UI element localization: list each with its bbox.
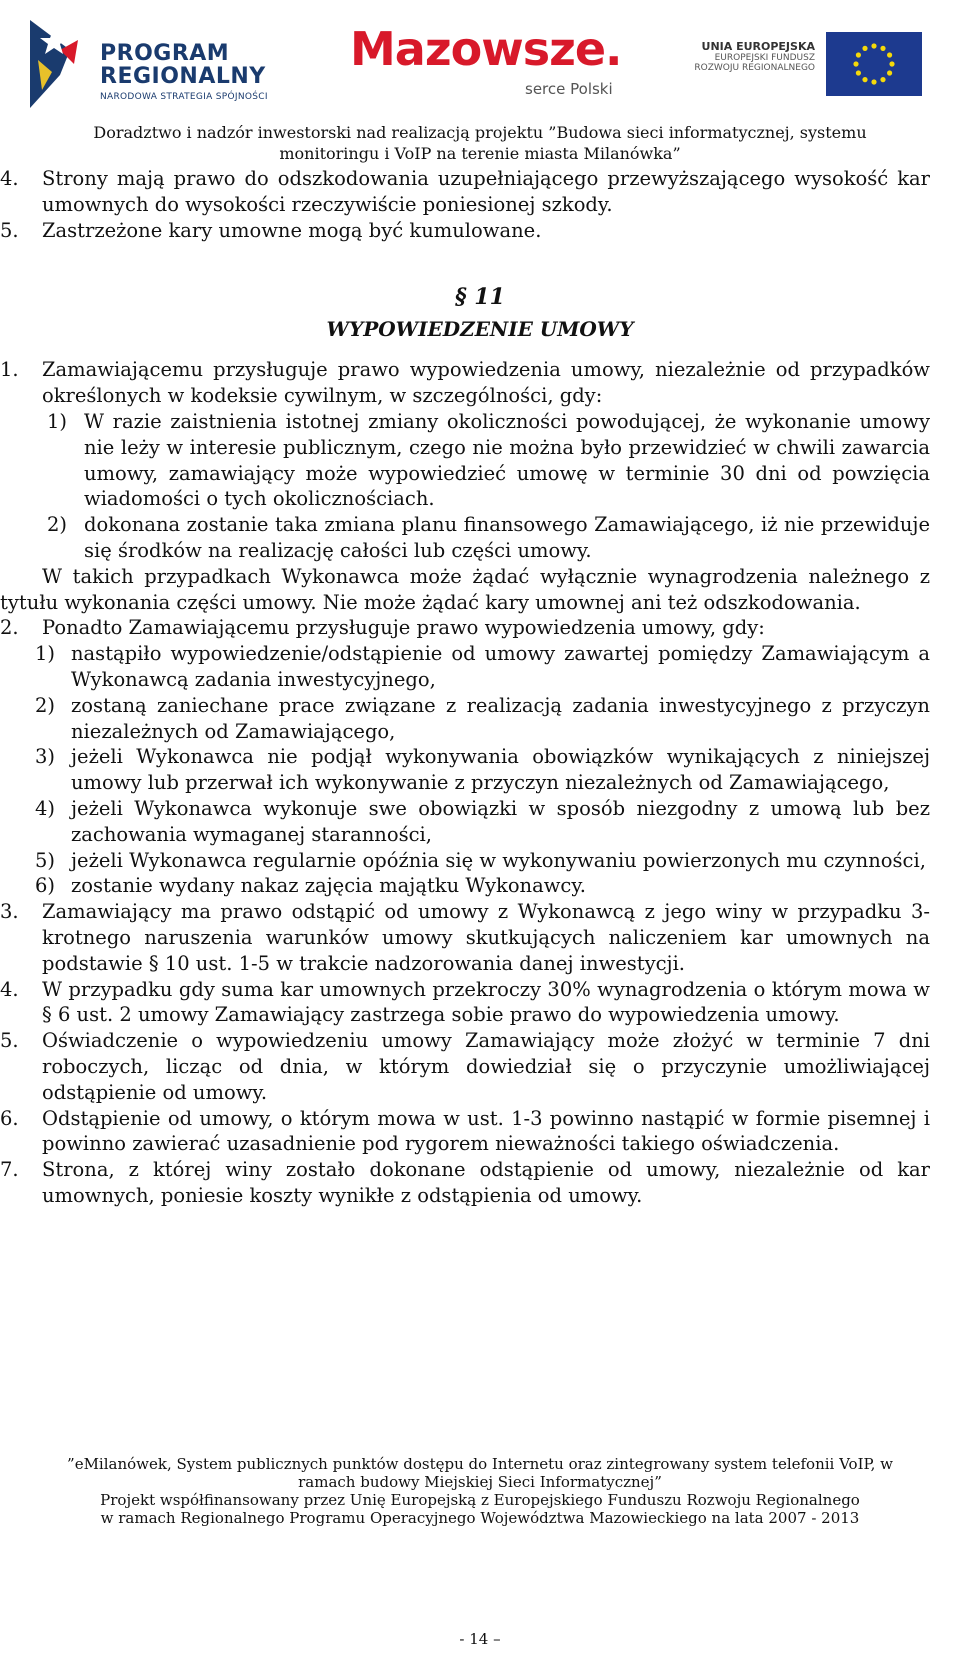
footer-line-3: Projekt współfinansowany przez Unię Europejską z Europejskiego Funduszu Rozwoju Regionalnego (100, 1491, 860, 1509)
eu-fund-line2: ROZWOJU REGIONALNEGO (694, 63, 815, 73)
eu-flag-icon (826, 32, 922, 96)
sub-item-text: nastąpiło wypowiedzenie/odstąpienie od umowy zawartej pomiędzy Zamawiającym a Wykonawcą zadania inwestycyjnego, (71, 642, 930, 691)
list-item (0, 899, 960, 976)
sub-item-text: jeżeli Wykonawca wykonuje swe obowiązki w sposób niezgodny z umową lub bez zachowania wymaganej staranności, (71, 796, 930, 846)
sub-item-text: W razie zaistnienia istotnej zmiany okoliczności powodującej, że wykonanie umowy nie leży w interesie publicznym, czego nie można było przewidzieć w chwili zawarcia umowy, zamawiający może wypowiedzieć umowę w terminie 30 dni od powzięcia wiadomości o tych okolicznościach. (84, 409, 930, 511)
mazowsze-wordmark: Mazowsze. (350, 22, 622, 76)
sub-list-item (0, 641, 960, 693)
sub-list-item (0, 744, 960, 796)
sub-item-number: 3) (35, 745, 56, 769)
sub-item-text: zostanie wydany nakaz zajęcia majątku Wykonawcy. (71, 874, 586, 898)
sub-item-number: 1) (47, 409, 68, 433)
item-text: Zamawiającemu przysługuje prawo wypowiedzenia umowy, niezależnie od przypadków określonych w kodeksie cywilnym, w szczególności, gdy: (42, 358, 930, 408)
eu-fund-line1: EUROPEJSKI FUNDUSZ (714, 53, 815, 63)
eu-title: UNIA EUROPEJSKA (701, 40, 815, 53)
sub-item-text: jeżeli Wykonawca nie podjął wykonywania obowiązków wynikających z niniejszej umowy lub przerwał ich wykonywanie z przyczyn niezależnych od Zamawiającego, (71, 745, 930, 795)
footer-line-2: ramach budowy Miejskiej Sieci Informatycznej” (298, 1473, 662, 1491)
paragraph-continuation: W takich przypadkach Wykonawca może żądać wyłącznie wynagrodzenia należnego z tytułu wykonania części umowy. Nie może żądać kary umownej ani też odszkodowania. (0, 564, 930, 614)
program-title-line2: REGIONALNY (100, 64, 266, 89)
item-text: Ponadto Zamawiającemu przysługuje prawo wypowiedzenia umowy, gdy: (42, 616, 765, 640)
item-number: 5. (0, 1029, 19, 1053)
footer-line-1: ”eMilanówek, System publicznych punktów dostępu do Internetu oraz zintegrowany system telefonii VoIP, w (67, 1455, 893, 1473)
program-regionalny-logo (30, 20, 320, 108)
item-text: Zastrzeżone kary umowne mogą być kumulowane. (42, 218, 542, 242)
item-number: 5. (0, 218, 19, 242)
item-text: Strona, z której winy zostało dokonane odstąpienie od umowy, niezależnie od kar umownych, poniesie koszty wynikłe z odstąpienia od umowy. (42, 1158, 930, 1207)
section-title: WYPOWIEDZENIE UMOWY (326, 317, 634, 342)
list-item (0, 166, 960, 218)
sub-item-number: 6) (35, 874, 56, 898)
sub-item-text: jeżeli Wykonawca regularnie opóźnia się w wykonywaniu powierzonych mu czynności, (71, 848, 926, 872)
sub-item-number: 4) (35, 796, 56, 820)
page-number: - 14 – (459, 1630, 501, 1648)
item-text: Strony mają prawo do odszkodowania uzupełniającego przewyższającego wysokość kar umownych do wysokości rzeczywiście poniesionej szkody. (42, 167, 930, 216)
sub-item-number: 2) (47, 513, 68, 537)
sub-list-item (0, 409, 960, 512)
item-number: 1. (0, 358, 19, 382)
item-number: 4. (0, 167, 19, 190)
item-number: 4. (0, 977, 19, 1001)
item-text: Odstąpienie od umowy, o którym mowa w ust. 1-3 powinno nastąpić w formie pisemnej i powinno zawierać uzasadnienie pod rygorem nieważności takiego oświadczenia. (42, 1106, 930, 1156)
list-item (0, 357, 960, 409)
star-logo-icon (30, 20, 92, 108)
list-item (0, 218, 960, 244)
item-number: 7. (0, 1158, 19, 1182)
sub-list-item (0, 693, 960, 745)
item-number: 3. (0, 900, 19, 924)
item-number: 2. (0, 616, 19, 640)
document-footer (0, 1455, 960, 1527)
document-body (0, 166, 960, 1209)
list-item (0, 615, 960, 641)
sub-item-text: dokonana zostanie taka zmiana planu finansowego Zamawiającego, iż nie przewiduje się środków na realizację całości lub części umowy. (84, 513, 930, 562)
list-item (0, 1028, 960, 1105)
program-title-line1: PROGRAM (100, 41, 230, 66)
sub-item-number: 5) (35, 848, 56, 872)
sub-list-item (0, 848, 960, 874)
header-line-2: monitoringu i VoIP na terenie miasta Milanówka” (279, 144, 681, 163)
eu-logo (650, 32, 940, 102)
mazowsze-tagline: serce Polski (525, 80, 613, 98)
header-logos (30, 18, 930, 113)
document-header (0, 122, 960, 164)
header-line-1: Doradztwo i nadzór inwestorski nad realizacją projektu ”Budowa sieci informatycznej, systemu (93, 123, 867, 142)
sub-item-number: 1) (35, 642, 56, 666)
list-item (0, 977, 960, 1029)
list-item (0, 1157, 960, 1209)
item-number: 6. (0, 1106, 19, 1130)
section-number: § 11 (455, 284, 505, 311)
mazowsze-logo (350, 22, 650, 108)
sub-list-item (0, 796, 960, 848)
footer-line-4: w ramach Regionalnego Programu Operacyjnego Województwa Mazowieckiego na lata 2007 - 2013 (100, 1509, 860, 1527)
item-text: Oświadczenie o wypowiedzeniu umowy Zamawiający może złożyć w terminie 7 dni roboczych, licząc od dnia, w którym dowiedział się o przyczynie umożliwiającej odstąpienie od umowy. (42, 1029, 930, 1104)
sub-list-item (0, 512, 960, 564)
item-text: Zamawiający ma prawo odstąpić od umowy z Wykonawcą z jego winy w przypadku 3-krotnego naruszenia warunków umowy skutkujących naliczeniem kar umownych na podstawie § 10 ust. 1-5 w trakcie nadzorowania danej inwestycji. (42, 900, 930, 975)
list-item (0, 1106, 960, 1158)
sub-list-item (0, 873, 960, 899)
sub-item-text: zostaną zaniechane prace związane z realizacją zadania inwestycyjnego z przyczyn niezależnych od Zamawiającego, (71, 693, 930, 743)
item-text: W przypadku gdy suma kar umownych przekroczy 30% wynagrodzenia o którym mowa w § 6 ust. 2 umowy Zamawiający zastrzega sobie prawo do wypowiedzenia umowy. (42, 977, 930, 1027)
sub-item-number: 2) (35, 693, 56, 717)
program-subtitle: NARODOWA STRATEGIA SPÓJNOŚCI (100, 92, 268, 102)
